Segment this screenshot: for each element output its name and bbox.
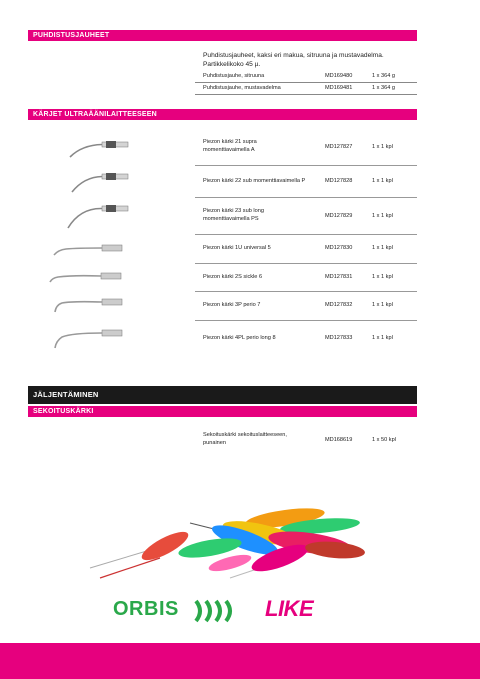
table-row xyxy=(195,292,417,321)
product-code: MD168619 xyxy=(325,437,353,443)
piezo-tip-2s-image xyxy=(48,269,126,285)
product-name: Piezon kärki 22 sub momenttiavaimella P xyxy=(203,178,306,184)
powders-intro-line2: Partikkelikoko 45 µ. xyxy=(203,60,261,68)
product-name: Puhdistusjauhe, mustavadelma xyxy=(203,85,281,91)
product-qty: 1 x 1 kpl xyxy=(372,245,393,251)
section-header-powders: PUHDISTUSJAUHEET xyxy=(28,30,417,41)
product-name-line2: punainen xyxy=(203,439,227,446)
table-row xyxy=(195,321,417,354)
product-qty: 1 x 1 kpl xyxy=(372,302,393,308)
product-code: MD127828 xyxy=(325,178,353,184)
piezo-tip-4pl-image xyxy=(52,326,127,350)
piezo-tip-22-image xyxy=(62,170,132,194)
product-qty: 1 x 364 g xyxy=(372,85,396,91)
product-qty: 1 x 50 kpl xyxy=(372,437,396,443)
powders-intro xyxy=(203,52,413,69)
piezo-tip-1u-image xyxy=(52,240,127,258)
section-header-impression: JÄLJENTÄMINEN xyxy=(28,386,417,404)
interdental-brushes-image xyxy=(80,488,380,588)
product-code: MD127829 xyxy=(325,213,353,219)
table-row xyxy=(195,198,417,235)
product-code: MD127830 xyxy=(325,245,353,251)
section-header-tips: KÄRJET ULTRAÄÄNILAITTEESEEN xyxy=(28,109,417,120)
table-row xyxy=(195,166,417,198)
product-qty: 1 x 1 kpl xyxy=(372,213,393,219)
product-code: MD127827 xyxy=(325,144,353,150)
product-name-line2: momenttiavaimella A xyxy=(203,146,255,153)
table-row xyxy=(195,132,417,166)
piezo-tip-3p-image xyxy=(52,292,127,314)
product-name xyxy=(203,432,328,447)
product-qty: 1 x 1 kpl xyxy=(372,274,393,280)
product-code: MD127832 xyxy=(325,302,353,308)
product-name-line1: Sekoituskärki sekoituslaitteeseen, xyxy=(203,432,287,438)
product-name-line1: Piezon kärki 21 supra xyxy=(203,139,257,145)
product-qty: 1 x 1 kpl xyxy=(372,178,393,184)
piezo-tip-21-image xyxy=(62,136,132,160)
table-row xyxy=(195,428,417,456)
product-name-line2: momenttiavaimella PS xyxy=(203,215,259,222)
product-code: MD127833 xyxy=(325,335,353,341)
footer-band xyxy=(0,643,480,679)
product-code: MD169480 xyxy=(325,73,353,79)
product-code: MD127831 xyxy=(325,274,353,280)
product-name: Puhdistusjauhe, sitruuna xyxy=(203,73,265,79)
product-qty: 1 x 364 g xyxy=(372,73,396,79)
table-row xyxy=(195,71,417,83)
product-name: Piezon kärki 2S sickle 6 xyxy=(203,274,263,280)
product-name: Piezon kärki 4PL perio long 8 xyxy=(203,335,276,341)
piezo-tip-23-image xyxy=(62,202,132,230)
table-row xyxy=(195,83,417,95)
product-name xyxy=(203,139,323,154)
product-qty: 1 x 1 kpl xyxy=(372,335,393,341)
product-code: MD169481 xyxy=(325,85,353,91)
row-divider xyxy=(195,94,417,95)
like-logo: LIKE xyxy=(265,596,314,621)
powders-intro-line1: Puhdistusjauheet, kaksi eri makua, sitruuna ja mustavadelma. xyxy=(203,52,384,59)
section-header-mixing: SEKOITUSKÄRKI xyxy=(28,406,417,417)
product-name: Piezon kärki 1U universal 5 xyxy=(203,245,271,251)
product-qty: 1 x 1 kpl xyxy=(372,144,393,150)
table-row xyxy=(195,264,417,292)
product-name: Piezon kärki 3P perio 7 xyxy=(203,302,261,308)
orbis-logo: ORBIS xyxy=(113,598,179,620)
product-name-line1: Piezon kärki 23 sub long xyxy=(203,208,264,214)
table-row xyxy=(195,235,417,264)
product-name xyxy=(203,208,323,223)
orbis-arcs-logo-mark xyxy=(192,597,236,625)
